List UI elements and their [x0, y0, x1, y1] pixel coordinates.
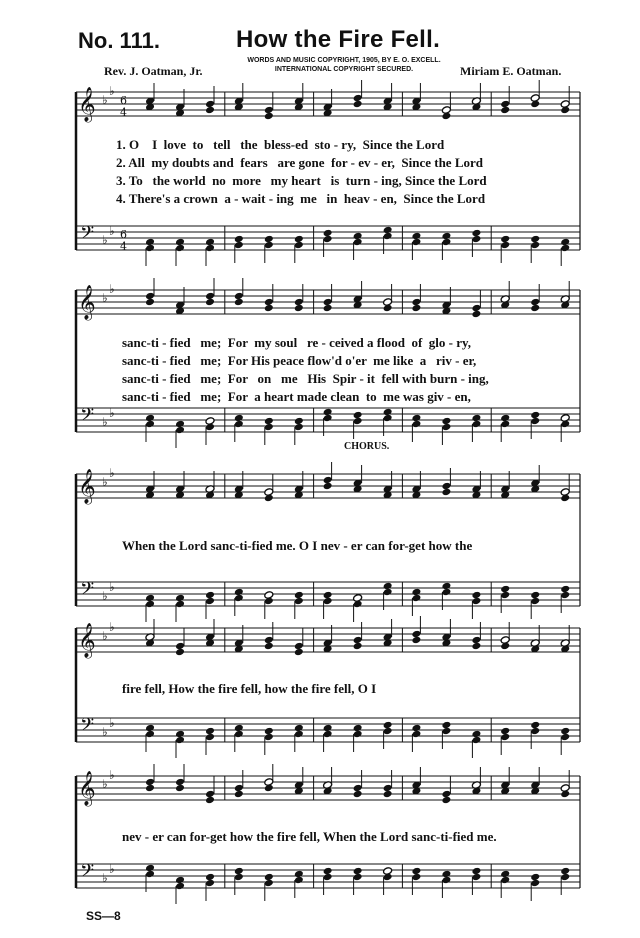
verse-1-line-1: 1. O I love to tell the bless-ed sto - ry, Since the Lord: [116, 137, 445, 152]
chorus-lyrics-3: nev - er can for-get how the fire fell, When the Lord sanc-ti-fied me.: [122, 829, 497, 844]
svg-text:♭: ♭: [102, 871, 108, 885]
svg-text:♭: ♭: [102, 725, 108, 739]
hymn-title: How the Fire Fell.: [236, 26, 441, 53]
svg-text:♭: ♭: [102, 629, 108, 643]
composer: Miriam E. Oatman.: [460, 64, 562, 78]
svg-text:♭: ♭: [102, 589, 108, 603]
svg-text:♭: ♭: [109, 84, 115, 98]
svg-text:♭: ♭: [102, 777, 108, 791]
verse-4-line-1: 4. There's a crown a - wait - ing me in heav - en, Since the Lord: [116, 191, 486, 206]
page-footer: SS—8: [86, 909, 121, 923]
svg-text:♭: ♭: [109, 406, 115, 420]
svg-text:4: 4: [120, 106, 127, 119]
svg-text:6: 6: [120, 94, 127, 107]
chorus-lyrics-1: When the Lord sanc-ti-fied me. O I nev - er can for-get how the: [122, 538, 473, 553]
svg-text:𝄢: 𝄢: [80, 223, 95, 248]
svg-text:𝄢: 𝄢: [80, 405, 95, 430]
svg-text:♭: ♭: [102, 415, 108, 429]
svg-text:𝄞: 𝄞: [78, 623, 96, 658]
svg-text:♭: ♭: [102, 233, 108, 247]
chorus-lyrics-2: fire fell, How the fire fell, how the fire fell, O I: [122, 681, 377, 696]
svg-text:𝄢: 𝄢: [80, 861, 95, 886]
svg-text:𝄢: 𝄢: [80, 715, 95, 740]
verse-3-line-2: sanc-ti - fied me; For on me His Spir - it fell with burn - ing,: [122, 371, 489, 386]
svg-text:𝄞: 𝄞: [78, 771, 96, 806]
verse-3-line-1: 3. To the world no more my heart is turn - ing, Since the Lord: [116, 173, 487, 188]
verse-1-line-2: sanc-ti - fied me; For my soul re - ceived a flood of glo - ry,: [122, 335, 472, 350]
svg-text:𝄞: 𝄞: [78, 285, 96, 320]
svg-text:♭: ♭: [109, 580, 115, 594]
svg-text:𝄞: 𝄞: [78, 87, 96, 122]
lyricist: Rev. J. Oatman, Jr.: [104, 64, 203, 78]
svg-text:♭: ♭: [102, 93, 108, 107]
chorus-label: CHORUS.: [344, 441, 390, 452]
verse-4-line-2: sanc-ti - fied me; For a heart made clean to me was giv - en,: [122, 389, 471, 404]
svg-text:𝄞: 𝄞: [78, 469, 96, 504]
verse-2-line-1: 2. All my doubts and fears are gone for - ev - er, Since the Lord: [116, 155, 483, 170]
svg-text:♭: ♭: [109, 716, 115, 730]
svg-text:♭: ♭: [109, 862, 115, 876]
copyright-line-1: WORDS AND MUSIC COPYRIGHT, 1905, BY E. O. EXCELL.: [247, 57, 441, 64]
svg-text:♭: ♭: [109, 466, 115, 480]
svg-text:𝄢: 𝄢: [80, 579, 95, 604]
svg-text:♭: ♭: [109, 282, 115, 296]
copyright-line-2: INTERNATIONAL COPYRIGHT SECURED.: [274, 66, 414, 73]
hymn-number: No. 111.: [78, 28, 160, 53]
verse-2-line-2: sanc-ti - fied me; For His peace flow'd o'er me like a riv - er,: [122, 353, 477, 368]
svg-text:4: 4: [120, 240, 127, 253]
svg-text:♭: ♭: [109, 768, 115, 782]
svg-text:♭: ♭: [102, 291, 108, 305]
svg-text:6: 6: [120, 228, 127, 241]
svg-text:♭: ♭: [109, 620, 115, 634]
svg-text:♭: ♭: [109, 224, 115, 238]
svg-text:♭: ♭: [102, 475, 108, 489]
